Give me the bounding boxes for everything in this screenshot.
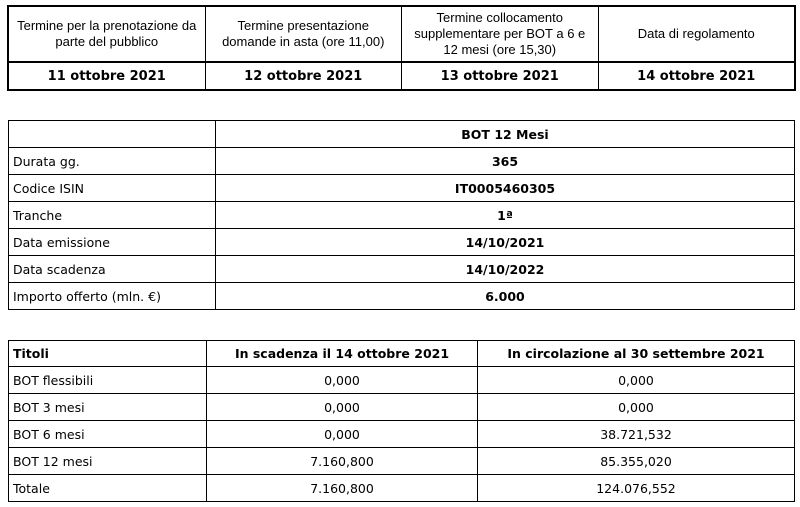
schedule-header-cell: Termine per la prenotazione da parte del pubblico xyxy=(9,7,206,63)
details-header-row xyxy=(9,121,795,148)
details-column-title: BOT 12 Mesi xyxy=(216,121,795,148)
titoli-name: BOT 3 mesi xyxy=(9,394,207,421)
details-label: Durata gg. xyxy=(9,148,216,175)
schedule-header-row xyxy=(9,7,795,63)
details-row xyxy=(9,283,795,310)
details-row xyxy=(9,229,795,256)
titoli-row xyxy=(9,394,795,421)
titoli-name: BOT 12 mesi xyxy=(9,448,207,475)
details-row xyxy=(9,175,795,202)
titoli-name: BOT 6 mesi xyxy=(9,421,207,448)
titoli-circolazione: 38.721,532 xyxy=(478,421,795,448)
details-value: 365 xyxy=(216,148,795,175)
titoli-scadenza: 0,000 xyxy=(207,367,478,394)
schedule-header-cell: Data di regolamento xyxy=(598,7,795,63)
schedule-date-cell: 13 ottobre 2021 xyxy=(402,62,599,90)
details-value: 14/10/2021 xyxy=(216,229,795,256)
details-label: Codice ISIN xyxy=(9,175,216,202)
details-label: Importo offerto (mln. €) xyxy=(9,283,216,310)
titoli-scadenza: 7.160,800 xyxy=(207,475,478,502)
schedule-header-cell: Termine presentazione domande in asta (ore 11,00) xyxy=(205,7,402,63)
details-label: Data emissione xyxy=(9,229,216,256)
titoli-name: BOT flessibili xyxy=(9,367,207,394)
details-value: 6.000 xyxy=(216,283,795,310)
titoli-table xyxy=(8,340,795,502)
schedule-dates-row xyxy=(9,62,795,90)
details-empty-cell xyxy=(9,121,216,148)
schedule-date-cell: 12 ottobre 2021 xyxy=(205,62,402,90)
schedule-date-cell: 14 ottobre 2021 xyxy=(598,62,795,90)
details-label: Tranche xyxy=(9,202,216,229)
details-row xyxy=(9,202,795,229)
details-value: 1ª xyxy=(216,202,795,229)
titoli-circolazione: 0,000 xyxy=(478,394,795,421)
titoli-row xyxy=(9,448,795,475)
titoli-circolazione: 124.076,552 xyxy=(478,475,795,502)
schedule-table xyxy=(8,6,795,90)
schedule-header-cell: Termine collocamento supplementare per BOT a 6 e 12 mesi (ore 15,30) xyxy=(402,7,599,63)
titoli-circolazione: 85.355,020 xyxy=(478,448,795,475)
titoli-header-cell: Titoli xyxy=(9,341,207,367)
details-label: Data scadenza xyxy=(9,256,216,283)
details-row xyxy=(9,148,795,175)
titoli-row xyxy=(9,367,795,394)
titoli-scadenza: 7.160,800 xyxy=(207,448,478,475)
titoli-header-cell: In circolazione al 30 settembre 2021 xyxy=(478,341,795,367)
bot-details-table xyxy=(8,120,795,310)
titoli-row xyxy=(9,421,795,448)
titoli-name: Totale xyxy=(9,475,207,502)
details-value: 14/10/2022 xyxy=(216,256,795,283)
details-value: IT0005460305 xyxy=(216,175,795,202)
details-row xyxy=(9,256,795,283)
titoli-scadenza: 0,000 xyxy=(207,394,478,421)
titoli-circolazione: 0,000 xyxy=(478,367,795,394)
titoli-total-row xyxy=(9,475,795,502)
titoli-header-row xyxy=(9,341,795,367)
schedule-date-cell: 11 ottobre 2021 xyxy=(9,62,206,90)
titoli-scadenza: 0,000 xyxy=(207,421,478,448)
titoli-header-cell: In scadenza il 14 ottobre 2021 xyxy=(207,341,478,367)
